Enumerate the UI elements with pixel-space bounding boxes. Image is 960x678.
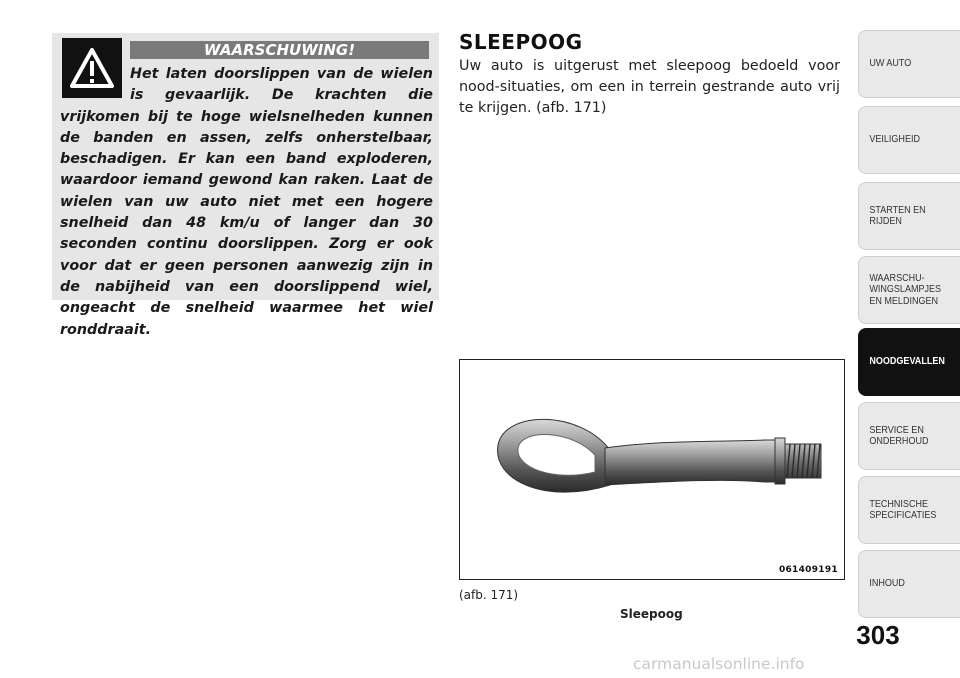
warning-text: Het laten doorslippen van de wielen is gevaarlijk. De krachten die vrijkomen bij te hoge wielsnelheden kunnen de banden en assen, zelfs onherstelbaar, beschadigen. Er kan een band exploderen, waardoor iemand gewond kan raken. Laat de wielen van uw auto niet met een hogere snelheid dan 48 km/u of langer dan 30 seconden continu doorslippen. Zorg er ook voor dat er geen personen aanwezig zijn in de nabijheid van een doorslippend wiel, ongeacht de snelheid waarmee het wiel ronddraait. xyxy=(60,66,433,338)
figure-reference: (afb. 171) xyxy=(459,588,519,602)
tab-technische-specificaties[interactable]: TECHNISCHE SPECIFICATIES xyxy=(858,476,960,544)
watermark: carmanualsonline.info xyxy=(633,655,805,673)
warning-header: WAARSCHUWING! xyxy=(130,41,429,59)
tow-eye-illustration xyxy=(460,360,844,579)
figure-code: 061409191 xyxy=(778,565,838,575)
tab-veiligheid[interactable]: VEILIGHEID xyxy=(858,106,960,174)
tab-starten-en-rijden[interactable]: STARTEN EN RIJDEN xyxy=(858,182,960,250)
section-title: SLEEPOOG xyxy=(459,30,583,54)
tab-waarschuwingslampjes[interactable]: WAARSCHU- WINGSLAMPJES EN MELDINGEN xyxy=(858,256,960,324)
tab-uw-auto[interactable]: UW AUTO xyxy=(858,30,960,98)
section-body: Uw auto is uitgerust met sleepoog bedoeld voor nood-situaties, om een in terrein gestrande auto vrij te krijgen. (afb. 171) xyxy=(459,58,840,116)
figure-tow-eye xyxy=(459,359,845,580)
page-number: 303 xyxy=(856,620,900,650)
figure-caption: Sleepoog xyxy=(620,607,683,621)
tab-inhoud[interactable]: INHOUD xyxy=(858,550,960,618)
tab-service-en-onderhoud[interactable]: SERVICE EN ONDERHOUD xyxy=(858,402,960,470)
tab-noodgevallen[interactable]: NOODGEVALLEN xyxy=(858,328,960,396)
